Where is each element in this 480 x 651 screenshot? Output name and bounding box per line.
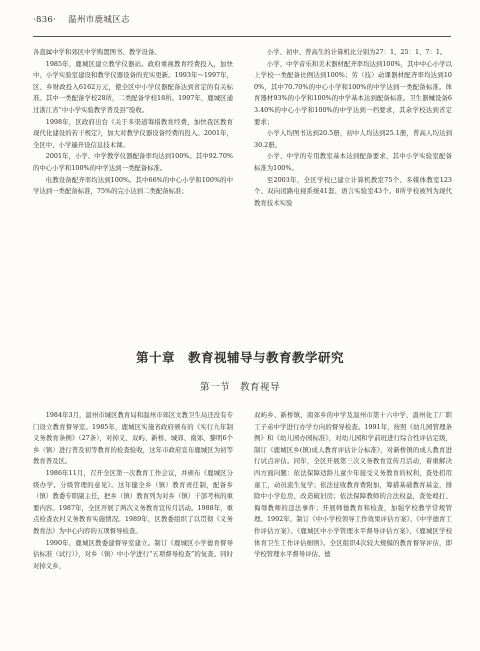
paragraph: 1998年，区政府出台《关于多渠道筹措教育经费，加快我区教育现代化建设的若干规定》，加大对教学仪器设备经费的投入。2001年，全区中、小学遍开设信息技术课。 [33,117,233,149]
paragraph: 1985年，鹿城区建立教学仪器站。政府重视教育经费投入，加快中、小学实验室建设和教学仪器设备的充实更新。1993年～1997年，区、乡财政投入6162万元，使全区中小学仪器配备达到省定的有关标准。其中一类配备学校28所，二类配备学校18所。1997年，鹿城区通过浙江省“中小学实验教学普及县”验收。 [33,59,233,114]
paragraph: 电教设备配齐率均达到100%。其中66%的中心小学和100%的中学达到一类配备标准，75%的完小达到二类配备标准； [33,175,233,196]
paragraph: 各直属中学和郊区中学购置图书、教学设备。 [33,48,161,56]
paragraph: 双屿乡、新桥镇、南郊乡的中学及温州市第十六中学、温州化工厂职工子弟中学进行办学方向的督导检查。1991年，按照《幼儿园管理条例》和《幼儿园办园标准》，对幼儿园和学前班进行综合性评估定级，制订《鹿城区乡(镇)成人教育评估计分标准》，对新桥镇的成人教育进行试点评估。同年，全区开展第三次义务教育宣传月活动，着重解决四方面问题：依法保障适龄儿童少年接受义务教育的权利，查处招用童工，动员流生复学；依法征收教育费附加，筹措基础教育基金，排除中小学危房，改造破旧房；依法保障教师的合法权益，查处殴打、侮辱教师的违法事件；开展师德教育和检查，加强学校教学常规管理。1992年，制订《中小学校领导工作效果评估方案》、《中学德育工作评估方案》、《鹿城区中小学管理水平督导评估方案》、《鹿城区学校体育卫生工作评估细则》。全区组织4次较大规模的教育督导评估，即学校管理水平督导评估、德 [254,411,452,559]
bottom-left-column [33,410,233,572]
section-title: 第一节 教育视导 [199,382,280,393]
book-title: 温州市鹿城区志 [68,15,130,25]
paragraph: 小学、初中、普高生的计算机比分别为27：1、25：1、7：1。 [266,48,447,56]
paragraph: 1990年，鹿城区教委建督导室建立。制订《鹿城区小学德育督导估标准（试行）》，对乡（镇）中小学进行“五项督导检查”的复查。同时对掉义乡、 [33,538,233,570]
top-right-column [254,47,452,209]
page-number: ·836· [33,15,57,25]
paragraph: 小学、中学的专用教室基本达到配备要求，其中小学实验室配备标准为100%。 [254,152,452,172]
paragraph: 至2003年，全区学校已建立计算机教室75个、多媒体教室123个、双向闭路电视系统41套、语言实验室43个。8所学校被列为现代教育技术实验 [254,175,452,207]
top-left-column [33,47,233,198]
paragraph: 1986年11月，召开全区第一次教育工作会议，并颁布《鹿城区分级办学、分级管理的意见》。这年健全乡（镇）教育责任制，配备乡（镇）教委专职副主任，把乡（镇）教育列为对乡（镇）干部考核的重要内容。1987年，全区开展了两次义务教育宣传月活动。1988年，重点检查农村义务教育实施情况。1989年，区教委组织了以贯彻《义务教育法》为中心内容的五项督导检查。 [33,468,233,535]
paragraph: 小学、中学音乐和美术器材配齐率均达到100%，其中中心小学以上学校一类配备比例达到100%；劳（技）动课器材配齐率均达到100%，其中70.70%的中心小学和100%的中学达到一类配备标准。体育器材93%的小学和100%的中学基本达到配备标准。卫生器械设备63.40%的中心小学和100%的中学达到一档要求，其余学校达到省定要求； [254,59,452,126]
chapter-title: 第十章 教育视辅导与教育教学研究 [135,350,344,365]
paragraph: 小学人均图书达到20.5册，初中人均达到25.1册，普高人均达到30.2册。 [254,129,452,149]
paragraph: 1984年3月，温州市城区教育局和温州市郊区文教卫生局还没有专门设立教育督导室。1985年，鹿城区实施省政府颁布的《实行九年制义务教育条例》（27条），对掉义、双屿、新桥、城郊、南郊、黎明6个乡（镇）进行普及初等教育的检查验收，这年市政府宣布鹿城区为初等教育普及区。 [33,411,233,466]
bottom-right-column [254,410,452,561]
paragraph: 2001年，小学、中学教学仪器配备率均达到100%。其中92.70%的中心小学和100%的中学达到一类配备标准。 [33,152,233,172]
running-header [33,13,451,25]
header-divider [33,36,451,37]
